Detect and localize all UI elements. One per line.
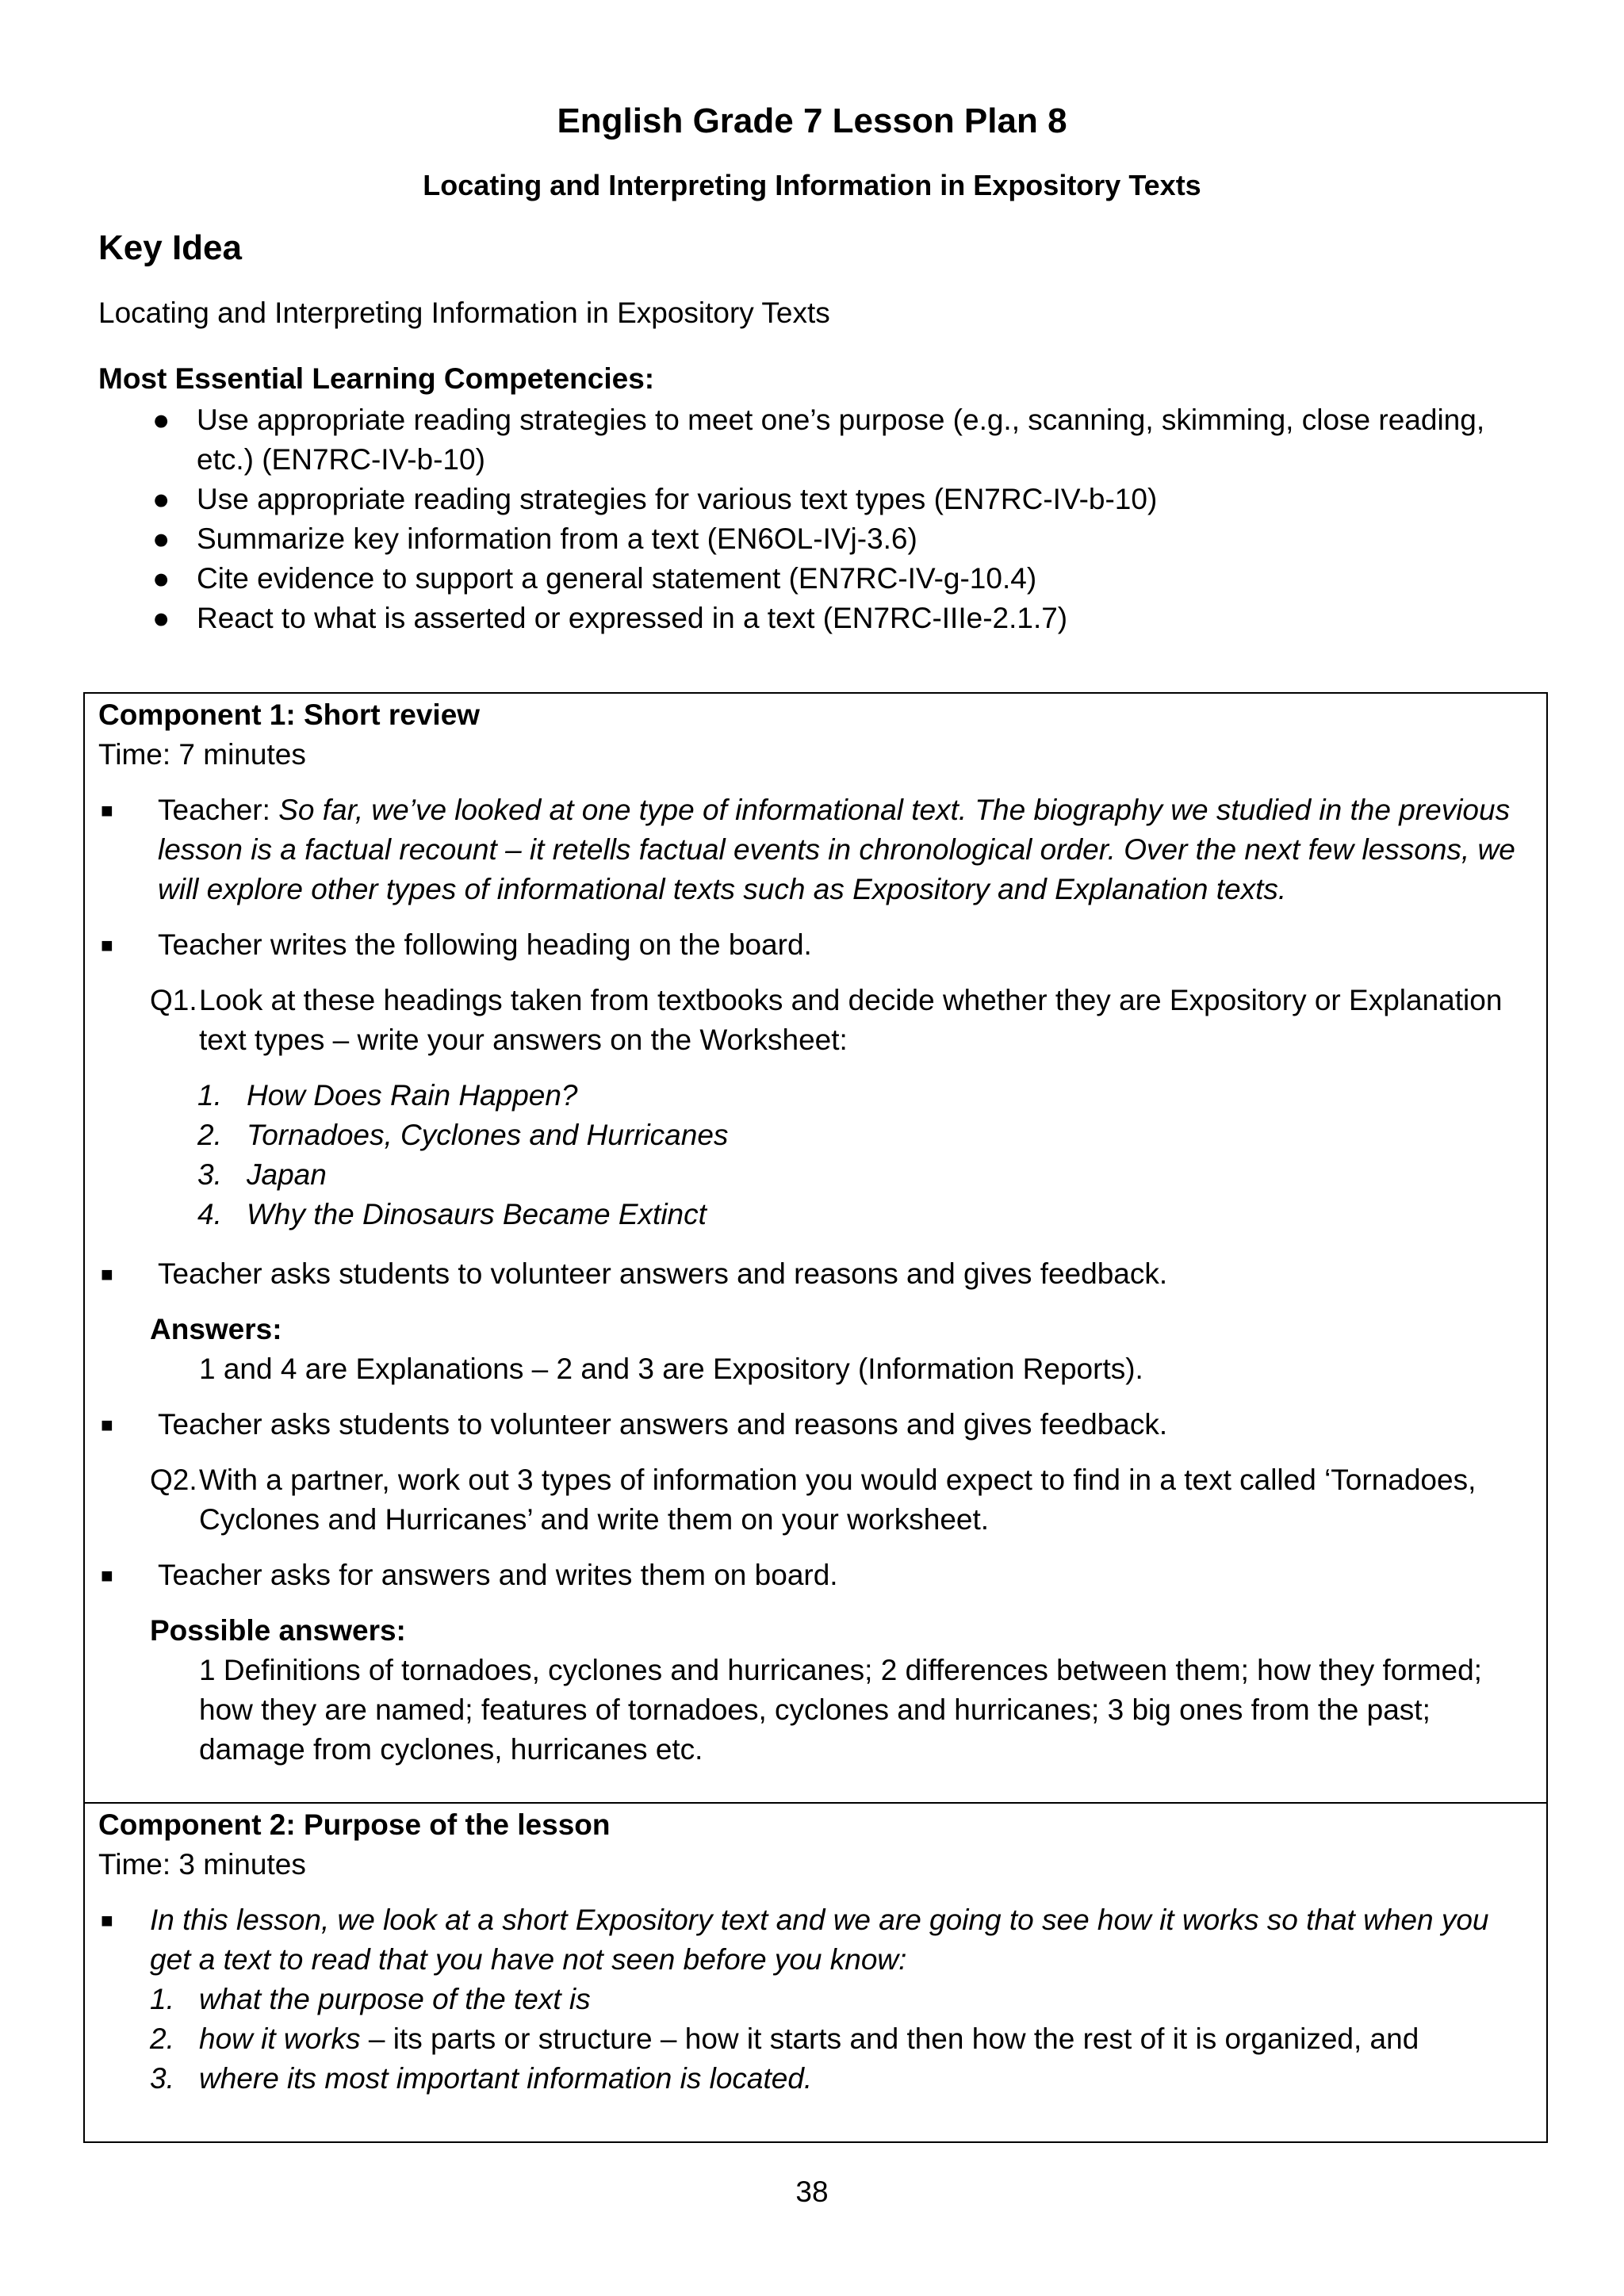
possible-answers-label: Possible answers: (150, 1614, 406, 1647)
answers-text: 1 and 4 are Explanations – 2 and 3 are Expository (Information Reports). (199, 1353, 1143, 1385)
list-item: 2. Tornadoes, Cyclones and Hurricanes (197, 1119, 729, 1151)
component-2-time: Time: 3 minutes (98, 1848, 306, 1881)
component-1-title: Component 1: Short review (98, 698, 481, 731)
square-bullet-icon: ■ (101, 933, 113, 957)
list-item: 3. Japan (197, 1158, 327, 1191)
list-item: 1. How Does Rain Happen? (197, 1079, 578, 1112)
bullet-icon: ● (152, 522, 170, 555)
teacher-quote: So far, we’ve looked at one type of informational text. The biography we studied in the previous lesson is a factual recount – it retells factual events in chronological order. Over the next few lessons, we will explore other types of informational texts such as Expository and Explanation texts. (158, 794, 1515, 905)
component-1-time: Time: 7 minutes (98, 738, 306, 771)
possible-answers-text: 1 Definitions of tornadoes, cyclones and hurricanes; 2 differences between them; how they formed; how they are named; features of tornadoes, cyclones and hurricanes; 3 big ones from the past; damage from cyclones, hurricanes etc. (199, 1654, 1482, 1766)
competency-item: ● React to what is asserted or expressed in a text (EN7RC-IIIe-2.1.7) (98, 599, 1526, 638)
square-bullet-icon: ■ (101, 1908, 113, 1932)
headings-list (197, 1076, 728, 1234)
square-bullet-icon: ■ (101, 798, 113, 822)
list-item: 2. how it works – its parts or structure – how it starts and then how the rest of it is organized, and (150, 2022, 1419, 2055)
bullet-icon: ● (152, 562, 170, 595)
square-bullet-icon: ■ (101, 1413, 113, 1437)
key-idea-text: Locating and Interpreting Information in Expository Texts (98, 297, 830, 329)
competency-item: ● Cite evidence to support a general statement (EN7RC-IV-g-10.4) (98, 559, 1526, 599)
competency-item: ● Summarize key information from a text (EN6OL-IVj-3.6) (98, 519, 1526, 559)
bullet-icon: ● (152, 602, 170, 634)
list-item: 3. where its most important information is located. (150, 2062, 813, 2095)
answers-label: Answers: (150, 1313, 282, 1345)
competency-item: ● Use appropriate reading strategies to meet one’s purpose (e.g., scanning, skimming, close reading, etc.) (EN7RC-IV-b-10) (98, 400, 1526, 480)
list-item: 4. Why the Dinosaurs Became Extinct (197, 1198, 707, 1230)
competency-item: ● Use appropriate reading strategies for various text types (EN7RC-IV-b-10) (98, 480, 1526, 519)
bullet-icon: ● (152, 404, 170, 436)
competencies-list (98, 400, 1526, 638)
square-bullet-icon: ■ (101, 1563, 113, 1587)
list-item: 1. what the purpose of the text is (150, 1983, 591, 2015)
page-title: English Grade 7 Lesson Plan 8 (557, 101, 1067, 140)
component-1-box: Component 1: Short review Time: 7 minutes ■ Teacher: So far, we’ve looked at one type of informational text. The biography we studied in the previous lesson is a factual recount – it retells factual events in chronological order. Over the next few lessons, we will explore other types of informational texts such as Expository and Explanation texts. ■ Teacher writes the following heading on the board. Q1. Look at these headings taken from textbooks and decide whether they are Expository or Explanation text types – write your answers on the Worksheet: 1. How Does Rain Happen? 2. Tornadoes, Cyclones and Hurricanes 3. Japan 4. Why the Dinosaurs Became Extinct ■ Teacher asks students to volunteer answers and reasons and gives feedback. Answers: 1 and 4 are Explanations – 2 and 3 are Expository (Information Reports). ■ Teacher asks students to volunteer answers and reasons and gives feedback. Q2. With a partner, work out 3 types of information you would expect to find in a text called ‘Tornadoes, Cyclones and Hurricanes’ and write them on your worksheet. ■ Teacher asks for answers and writes them on board. Possible answers: 1 Definitions of tornadoes, cyclones and hurricanes; 2 differences between them; how they formed; how they are named; features of tornadoes, cyclones and hurricanes; 3 big ones from the past; damage from cyclones, hurricanes etc. (83, 692, 1548, 1804)
key-idea-heading: Key Idea (98, 228, 242, 267)
purpose-list (150, 1980, 1530, 2099)
page-number: 38 (795, 2175, 829, 2208)
square-bullet-icon: ■ (101, 1262, 113, 1286)
page-subtitle: Locating and Interpreting Information in Expository Texts (423, 169, 1201, 201)
component-2-box: Component 2: Purpose of the lesson Time: 3 minutes ■ In this lesson, we look at a short Expository text and we are going to see how it works so that when you get a text to read that you have not seen before you know: 1. what the purpose of the text is 2. how it works – its parts or structure – how it starts and then how the rest of it is organized, and 3. where its most important information is located. (83, 1802, 1548, 2143)
competencies-label: Most Essential Learning Competencies: (98, 362, 655, 395)
bullet-icon: ● (152, 483, 170, 515)
component-2-title: Component 2: Purpose of the lesson (98, 1808, 611, 1841)
